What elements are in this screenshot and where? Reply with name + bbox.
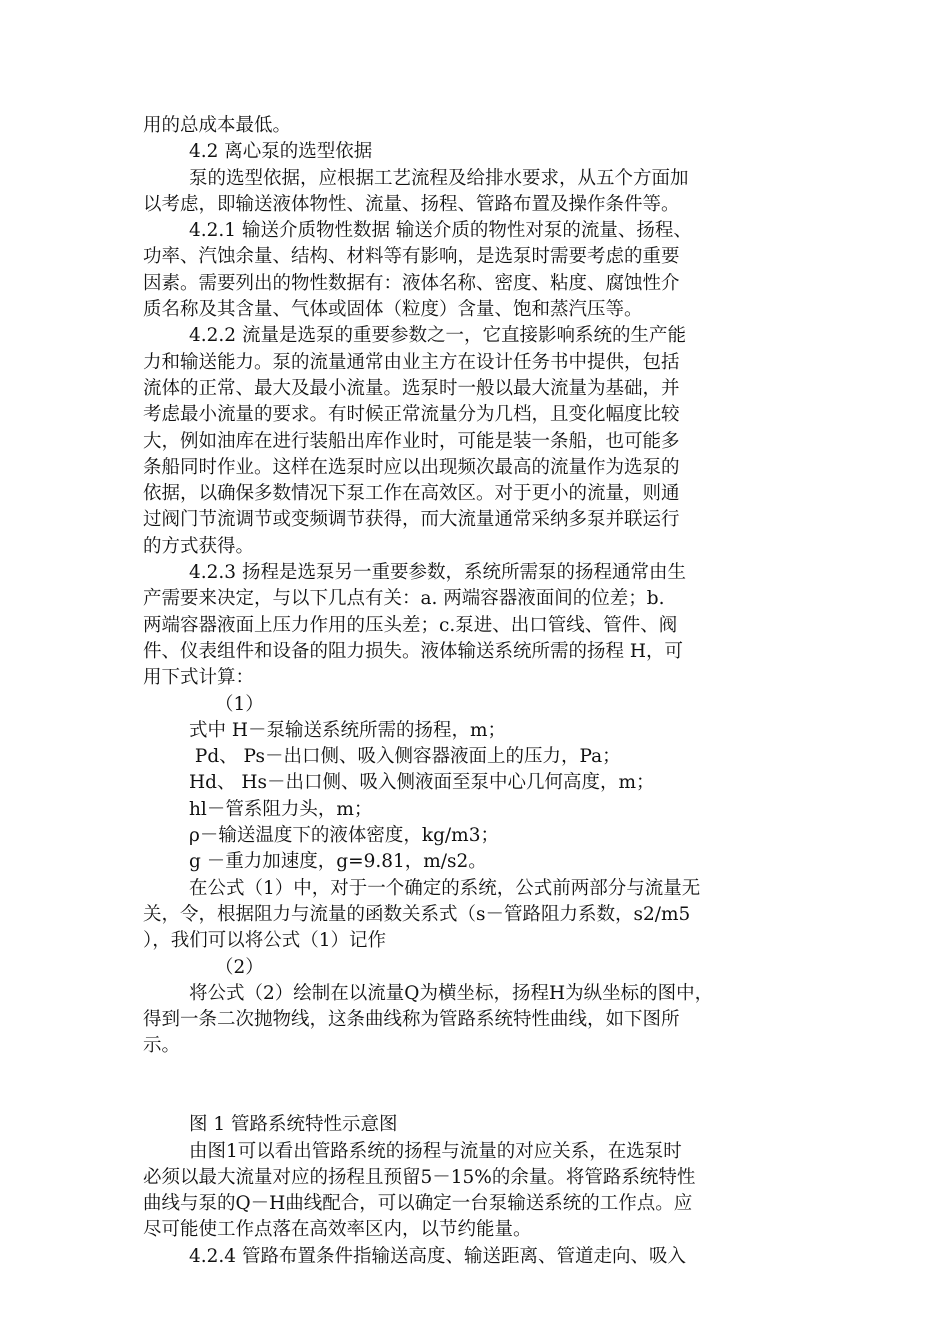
text-line: 4.2.4 管路布置条件指输送高度、输送距离、管道走向、吸入 (189, 1245, 686, 1267)
text-line: 图 1 管路系统特性示意图 (189, 1114, 398, 1136)
text-line: 4.2.2 流量是选泵的重要参数之一，它直接影响系统的生产能 (189, 325, 686, 347)
text-line: 流体的正常、最大及最小流量。选泵时一般以最大流量为基础，并 (143, 377, 680, 399)
text-line: 依据，以确保多数情况下泵工作在高效区。对于更小的流量，则通 (143, 483, 680, 505)
text-line: 由图1可以看出管路系统的扬程与流量的对应关系，在选泵时 (189, 1140, 682, 1162)
text-line: 两端容器液面上压力作用的压头差；c.泵进、出口管线、管件、阀 (143, 614, 678, 636)
text-line: 曲线与泵的Q－H曲线配合，可以确定一台泵输送系统的工作点。应 (143, 1193, 693, 1215)
text-line: 得到一条二次抛物线，这条曲线称为管路系统特性曲线，如下图所 (143, 1009, 680, 1031)
figure-placeholder (143, 1060, 813, 1113)
text-line: 考虑最小流量的要求。有时候正常流量分为几档，且变化幅度比较 (143, 404, 680, 426)
text-line: 必须以最大流量对应的扬程且预留5－15%的余量。将管路系统特性 (143, 1166, 696, 1188)
text-line: ），我们可以将公式（1）记作 (143, 930, 387, 952)
text-line: 式中 H－泵输送系统所需的扬程，m； (189, 719, 507, 741)
text-line: 的方式获得。 (143, 535, 255, 557)
text-line: 4.2.1 输送介质物性数据 输送介质的物性对泵的流量、扬程、 (189, 220, 692, 242)
text-line: 以考虑，即输送液体物性、流量、扬程、管路布置及操作条件等。 (143, 193, 680, 215)
text-line: 将公式（2）绘制在以流量Q为横坐标，扬程H为纵坐标的图中， (189, 982, 714, 1004)
text-line: 关，令，根据阻力与流量的函数关系式（s－管路阻力系数，s2/m5 (143, 903, 691, 925)
text-line: Pd、 Ps－出口侧、吸入侧容器液面上的压力，Pa； (189, 746, 621, 768)
text-line: 大，例如油库在进行装船出库作业时，可能是装一条船，也可能多 (143, 430, 680, 452)
text-line: Hd、 Hs－出口侧、吸入侧液面至泵中心几何高度，m； (189, 772, 655, 794)
text-line: 4.2.3 扬程是选泵另一重要参数，系统所需泵的扬程通常由生 (189, 562, 686, 584)
text-line: 用的总成本最低。 (143, 115, 292, 136)
text-line: （1） (215, 693, 264, 715)
text-line: 尽可能使工作点落在高效率区内，以节约能量。 (143, 1219, 532, 1241)
text-line: 示。 (143, 1035, 181, 1057)
text-line: 4.2 离心泵的选型依据 (189, 141, 373, 163)
text-line: 力和输送能力。泵的流量通常由业主方在设计任务书中提供，包括 (143, 351, 680, 373)
text-line: 产需要来决定，与以下几点有关：a. 两端容器液面间的位差；b. (143, 588, 665, 610)
text-line: ρ－输送温度下的液体密度，kg/m3； (189, 825, 499, 847)
document-body (143, 113, 813, 1270)
text-line: 用下式计算： (143, 667, 255, 689)
text-line: 过阀门节流调节或变频调节获得，而大流量通常采纳多泵并联运行 (143, 509, 680, 531)
text-line: 条船同时作业。这样在选泵时应以出现频次最高的流量作为选泵的 (143, 456, 680, 478)
text-line: 件、仪表组件和设备的阻力损失。液体输送系统所需的扬程 H，可 (143, 640, 684, 662)
text-line: hl－管系阻力头，m； (189, 798, 373, 820)
text-line: （2） (215, 956, 264, 978)
text-line: 在公式（1）中，对于一个确定的系统，公式前两部分与流量无 (189, 877, 701, 899)
text-line: g －重力加速度，g=9.81，m/s2。 (189, 851, 487, 873)
text-line: 质名称及其含量、气体或固体（粒度）含量、饱和蒸汽压等。 (143, 299, 643, 321)
text-line: 因素。需要列出的物性数据有：液体名称、密度、粘度、腐蚀性介 (143, 272, 680, 294)
text-line: 功率、汽蚀余量、结构、材料等有影响，是选泵时需要考虑的重要 (143, 246, 680, 268)
text-line: 泵的选型依据，应根据工艺流程及给排水要求，从五个方面加 (189, 167, 689, 189)
